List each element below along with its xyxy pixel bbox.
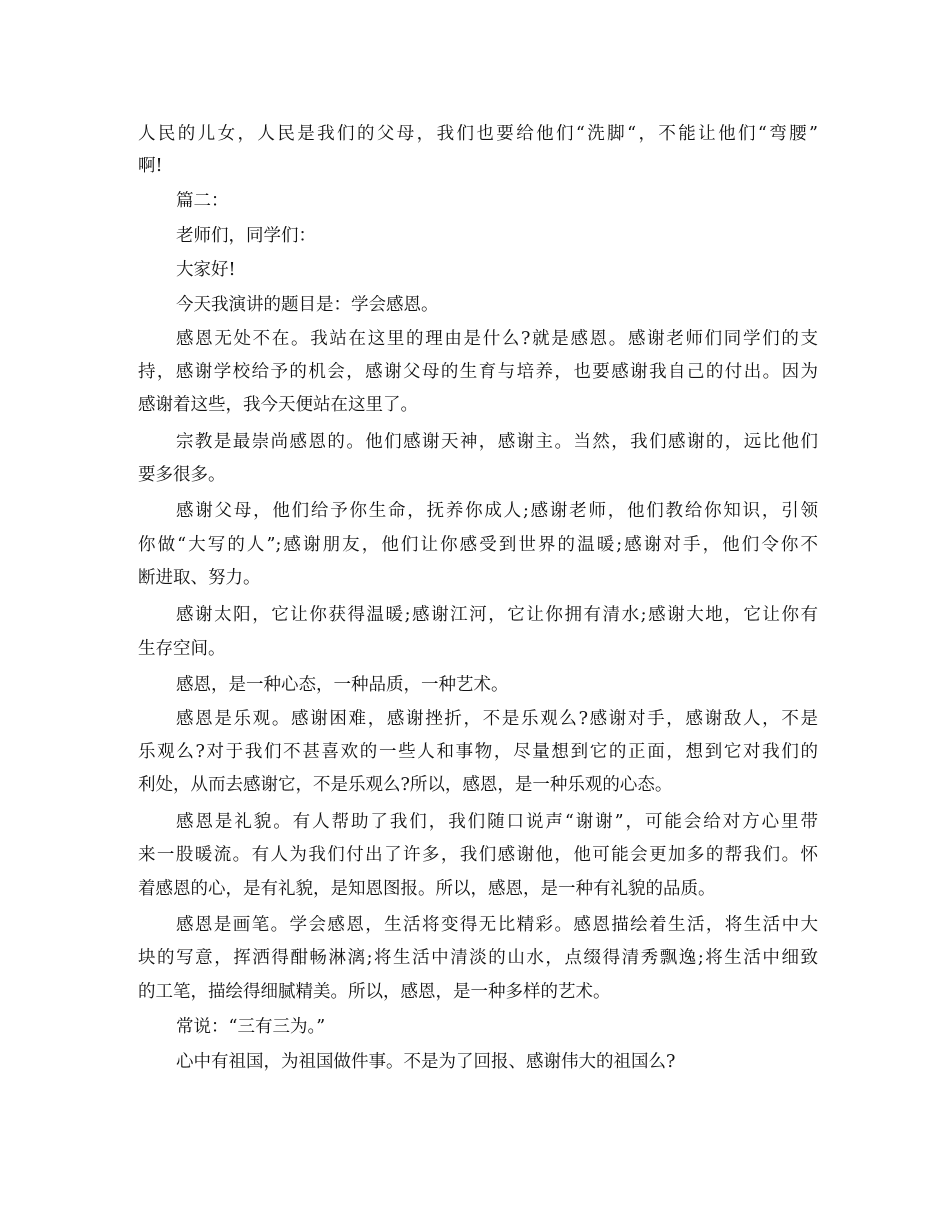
text-line: 着感恩的心，是有礼貌，是知恩图报。所以，感恩，是一种有礼貌的品质。 xyxy=(138,879,716,899)
text-line: 断进取、努力。 xyxy=(138,568,261,588)
text-line: 感恩是画笔。学会感恩，生活将变得无比精彩。感恩描绘着生活，将生活中大 xyxy=(176,915,818,935)
section-heading: 篇二： xyxy=(176,191,229,211)
text-line: 要多很多。 xyxy=(138,465,226,485)
text-line: 的工笔，描绘得细腻精美。所以，感恩，是一种多样的艺术。 xyxy=(138,982,611,1002)
text-line: 感谢着这些，我今天便站在这里了。 xyxy=(138,395,418,415)
text-line: 利处，从而去感谢它，不是乐观么?所以，感恩，是一种乐观的心态。 xyxy=(138,775,673,795)
text-line: 常说：“三有三为。” xyxy=(176,1017,326,1037)
speech-topic: 今天我演讲的题目是：学会感恩。 xyxy=(176,295,439,315)
greeting: 大家好! xyxy=(176,260,236,280)
text-line: 来一股暖流。有人为我们付出了许多，我们感谢他，他可能会更加多的帮我们。怀 xyxy=(138,845,818,865)
text-line: 人民的儿女，人民是我们的父母，我们也要给他们“洗脚“，不能让他们“弯腰” xyxy=(138,124,818,144)
text-line: 你做“大写的人”;感谢朋友，他们让你感受到世界的温暖;感谢对手，他们令你不 xyxy=(138,535,818,555)
text-line: 感谢父母，他们给予你生命，抚养你成人;感谢老师，他们教给你知识，引领 xyxy=(176,501,818,521)
text-line: 啊! xyxy=(138,156,163,176)
text-line: 生存空间。 xyxy=(138,639,226,659)
text-line: 块的写意，挥洒得酣畅淋漓;将生活中清淡的山水，点缀得清秀飘逸;将生活中细致 xyxy=(138,948,818,968)
text-line: 心中有祖国，为祖国做件事。不是为了回报、感谢伟大的祖国么? xyxy=(176,1052,676,1072)
text-line: 宗教是最崇尚感恩的。他们感谢天神，感谢主。当然，我们感谢的，远比他们 xyxy=(176,432,818,452)
salutation: 老师们，同学们： xyxy=(176,226,316,246)
text-line: 感恩无处不在。我站在这里的理由是什么?就是感恩。感谢老师们同学们的支 xyxy=(176,329,818,349)
text-line: 乐观么?对于我们不甚喜欢的一些人和事物，尽量想到它的正面，想到它对我们的 xyxy=(138,742,818,762)
text-line: 感谢太阳，它让你获得温暖;感谢江河，它让你拥有清水;感谢大地，它让你有 xyxy=(176,605,818,625)
text-line: 感恩是礼貌。有人帮助了我们，我们随口说声“谢谢”，可能会给对方心里带 xyxy=(176,812,818,832)
text-line: 持，感谢学校给予的机会，感谢父母的生育与培养，也要感谢我自己的付出。因为 xyxy=(138,362,818,382)
text-line: 感恩，是一种心态，一种品质，一种艺术。 xyxy=(176,675,509,695)
text-line: 感恩是乐观。感谢困难，感谢挫折，不是乐观么?感谢对手，感谢敌人，不是 xyxy=(176,709,818,729)
